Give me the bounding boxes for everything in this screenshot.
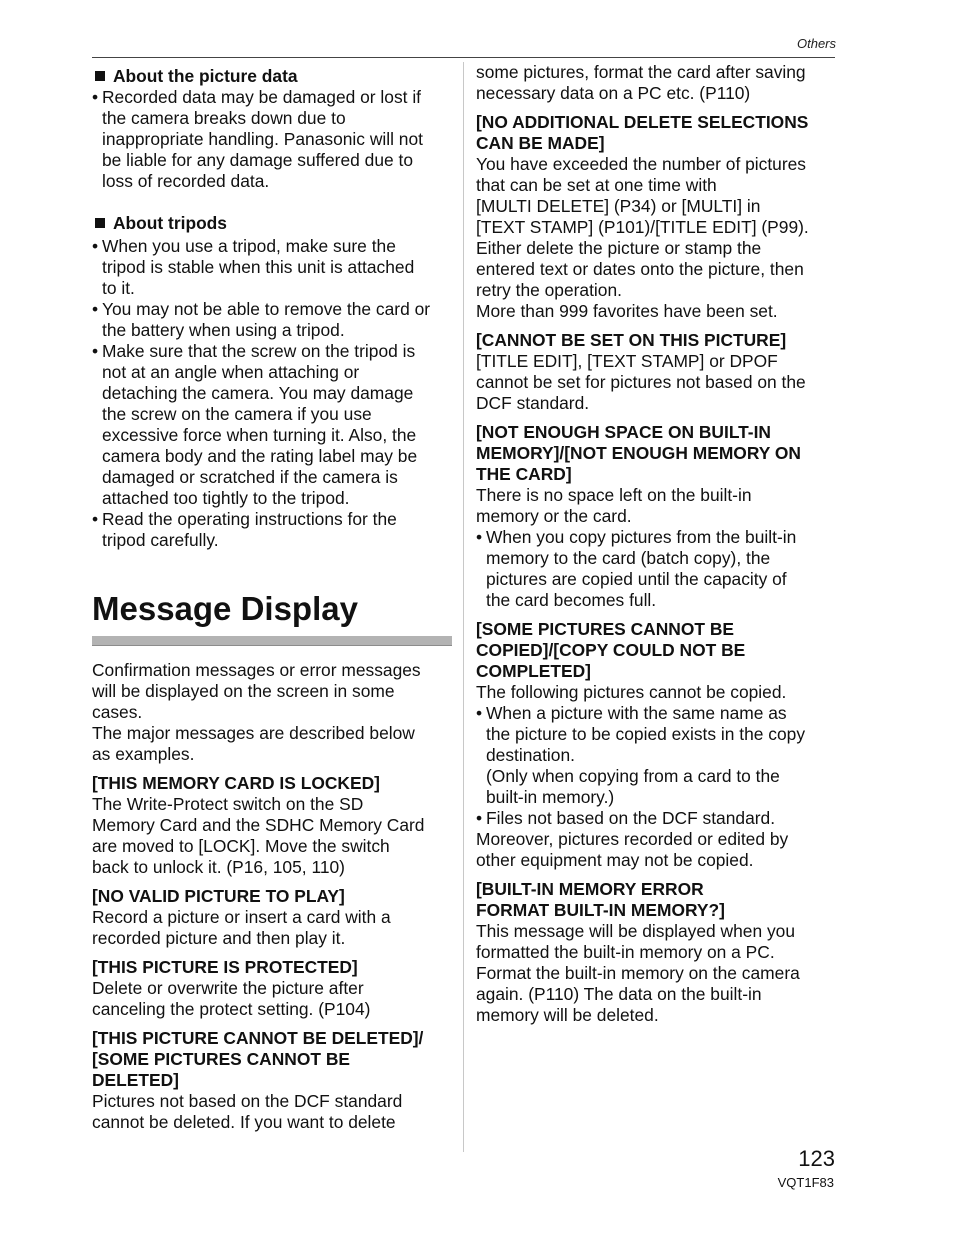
text-line: • When you copy pictures from the built-in xyxy=(486,527,797,547)
text-line: as examples. xyxy=(92,744,195,764)
text-line: This message will be displayed when you xyxy=(476,921,795,941)
text-line: attached too tightly to the tripod. xyxy=(102,488,350,508)
text-line: [NO VALID PICTURE TO PLAY] xyxy=(92,886,345,906)
text-line: memory to the card (batch copy), the xyxy=(486,548,771,568)
text-line: the picture to be copied exists in the copy xyxy=(486,724,806,744)
page-number: 123 xyxy=(798,1146,835,1171)
text-line: loss of recorded data. xyxy=(102,171,270,191)
text-line: COMPLETED] xyxy=(476,661,591,681)
text-line: [MULTI DELETE] (P34) or [MULTI] in xyxy=(476,196,761,216)
text-line: [CANNOT BE SET ON THIS PICTURE] xyxy=(476,330,787,350)
text-line: [NOT ENOUGH SPACE ON BUILT-IN xyxy=(476,422,771,442)
message-description xyxy=(476,921,838,1026)
message-heading xyxy=(476,112,838,154)
message-heading xyxy=(476,619,838,682)
text-line: some pictures, format the card after saving xyxy=(476,62,806,82)
text-line: necessary data on a PC etc. (P110) xyxy=(476,83,751,103)
square-bullet-icon xyxy=(95,218,105,228)
text-line: other equipment may not be copied. xyxy=(476,850,754,870)
text-line: cases. xyxy=(92,702,143,722)
text-line: [BUILT-IN MEMORY ERROR xyxy=(476,879,704,899)
message-heading xyxy=(476,330,838,351)
text-line: to it. xyxy=(102,278,135,298)
bullet-item xyxy=(476,527,838,611)
bullet-item xyxy=(476,808,838,829)
text-line: the battery when using a tripod. xyxy=(102,320,345,340)
text-line: again. (P110) The data on the built-in xyxy=(476,984,762,1004)
text-line: • When you use a tripod, make sure the xyxy=(102,236,396,256)
bullet-item xyxy=(92,236,452,299)
text-line: formatted the built-in memory on a PC. xyxy=(476,942,775,962)
text-line: [THIS PICTURE IS PROTECTED] xyxy=(92,957,358,977)
text-line: • Files not based on the DCF standard. xyxy=(486,808,776,828)
text-line: camera body and the rating label may be xyxy=(102,446,418,466)
message-description xyxy=(476,829,838,871)
text-line: • Read the operating instructions for the xyxy=(102,509,397,529)
text-line: • Recorded data may be damaged or lost if xyxy=(102,87,422,107)
text-line: pictures are copied until the capacity of xyxy=(486,569,787,589)
text-line: (Only when copying from a card to the xyxy=(486,766,780,786)
message-heading xyxy=(476,422,838,485)
text-line: DCF standard. xyxy=(476,393,590,413)
text-line: • When a picture with the same name as xyxy=(486,703,787,723)
text-line: THE CARD] xyxy=(476,464,572,484)
message-heading xyxy=(92,886,452,907)
text-line: Record a picture or insert a card with a xyxy=(92,907,391,927)
text-line: back to unlock it. (P16, 105, 110) xyxy=(92,857,345,877)
page-title: Message Display xyxy=(92,590,358,627)
heading-text: About the picture data xyxy=(113,66,298,86)
text-line: [THIS PICTURE CANNOT BE DELETED]/ xyxy=(92,1028,424,1048)
heading-text: About tripods xyxy=(113,213,227,233)
text-line: CAN BE MADE] xyxy=(476,133,605,153)
text-line: Pictures not based on the DCF standard xyxy=(92,1091,403,1111)
text-line: will be displayed on the screen in some xyxy=(92,681,395,701)
continued-text xyxy=(476,62,838,104)
text-line: tripod carefully. xyxy=(102,530,219,550)
text-line: [SOME PICTURES CANNOT BE xyxy=(476,619,734,639)
message-heading xyxy=(92,773,452,794)
text-line: More than 999 favorites have been set. xyxy=(476,301,778,321)
text-line: You have exceeded the number of pictures xyxy=(476,154,807,174)
text-line: [TITLE EDIT], [TEXT STAMP] or DPOF xyxy=(476,351,778,371)
message-description xyxy=(476,682,838,703)
text-line: detaching the camera. You may damage xyxy=(102,383,414,403)
square-bullet-icon xyxy=(95,71,105,81)
text-line: memory will be deleted. xyxy=(476,1005,659,1025)
text-line: The major messages are described below xyxy=(92,723,415,743)
bullet-item xyxy=(92,87,452,192)
text-line: There is no space left on the built-in xyxy=(476,485,752,505)
text-line: [NO ADDITIONAL DELETE SELECTIONS xyxy=(476,112,809,132)
intro-paragraph xyxy=(92,660,452,765)
text-line: DELETED] xyxy=(92,1070,179,1090)
spacer xyxy=(92,551,452,589)
text-line: [TEXT STAMP] (P101)/[TITLE EDIT] (P99). xyxy=(476,217,809,237)
text-line: inappropriate handling. Panasonic will not xyxy=(102,129,423,149)
text-line: Memory Card and the SDHC Memory Card xyxy=(92,815,425,835)
text-line: retry the operation. xyxy=(476,280,622,300)
text-line: not at an angle when attaching or xyxy=(102,362,360,382)
text-line: The Write-Protect switch on the SD xyxy=(92,794,364,814)
message-description xyxy=(92,978,452,1020)
bullet-item xyxy=(92,341,452,509)
text-line: are moved to [LOCK]. Move the switch xyxy=(92,836,390,856)
text-line: built-in memory.) xyxy=(486,787,615,807)
bullet-item xyxy=(92,509,452,551)
spacer xyxy=(92,646,452,660)
title-underline-bar xyxy=(92,636,452,646)
message-description xyxy=(476,154,838,322)
text-line: damaged or scratched if the camera is xyxy=(102,467,398,487)
text-line: • Make sure that the screw on the tripod is xyxy=(102,341,416,361)
bullet-item xyxy=(92,299,452,341)
spacer xyxy=(92,192,452,213)
text-line: FORMAT BUILT-IN MEMORY?] xyxy=(476,900,725,920)
message-heading xyxy=(92,1028,452,1091)
message-heading xyxy=(92,957,452,978)
text-line: [SOME PICTURES CANNOT BE xyxy=(92,1049,350,1069)
left-column xyxy=(92,66,452,1133)
text-line: COPIED]/[COPY COULD NOT BE xyxy=(476,640,746,660)
message-description xyxy=(92,1091,452,1133)
text-line: that can be set at one time with xyxy=(476,175,717,195)
section-heading-picture-data xyxy=(92,66,452,87)
message-description xyxy=(476,351,838,414)
text-line: • You may not be able to remove the card or xyxy=(102,299,431,319)
text-line: cannot be set for pictures not based on the xyxy=(476,372,806,392)
column-divider xyxy=(463,62,464,1152)
bullet-item xyxy=(476,703,838,808)
text-line: be liable for any damage suffered due to xyxy=(102,150,413,170)
text-line: Either delete the picture or stamp the xyxy=(476,238,762,258)
document-code: VQT1F83 xyxy=(777,1175,834,1190)
message-description xyxy=(92,794,452,878)
text-line: the card becomes full. xyxy=(486,590,657,610)
text-line: [THIS MEMORY CARD IS LOCKED] xyxy=(92,773,380,793)
text-line: memory or the card. xyxy=(476,506,632,526)
text-line: entered text or dates onto the picture, then xyxy=(476,259,804,279)
text-line: Moreover, pictures recorded or edited by xyxy=(476,829,789,849)
header-rule xyxy=(92,57,835,58)
message-description xyxy=(92,907,452,949)
text-line: the screw on the camera if you use xyxy=(102,404,372,424)
text-line: MEMORY]/[NOT ENOUGH MEMORY ON xyxy=(476,443,801,463)
message-heading xyxy=(476,879,838,921)
section-heading-tripods xyxy=(92,213,452,234)
text-line: excessive force when turning it. Also, the xyxy=(102,425,417,445)
text-line: Confirmation messages or error messages xyxy=(92,660,421,680)
text-line: recorded picture and then play it. xyxy=(92,928,346,948)
text-line: destination. xyxy=(486,745,575,765)
text-line: Format the built-in memory on the camera xyxy=(476,963,800,983)
text-line: cannot be deleted. If you want to delete xyxy=(92,1112,396,1132)
message-description xyxy=(476,485,838,527)
text-line: the camera breaks down due to xyxy=(102,108,346,128)
section-label: Others xyxy=(796,36,836,51)
text-line: Delete or overwrite the picture after xyxy=(92,978,364,998)
text-line: canceling the protect setting. (P104) xyxy=(92,999,371,1019)
text-line: The following pictures cannot be copied. xyxy=(476,682,787,702)
text-line: tripod is stable when this unit is attached xyxy=(102,257,415,277)
right-column xyxy=(476,62,838,1026)
